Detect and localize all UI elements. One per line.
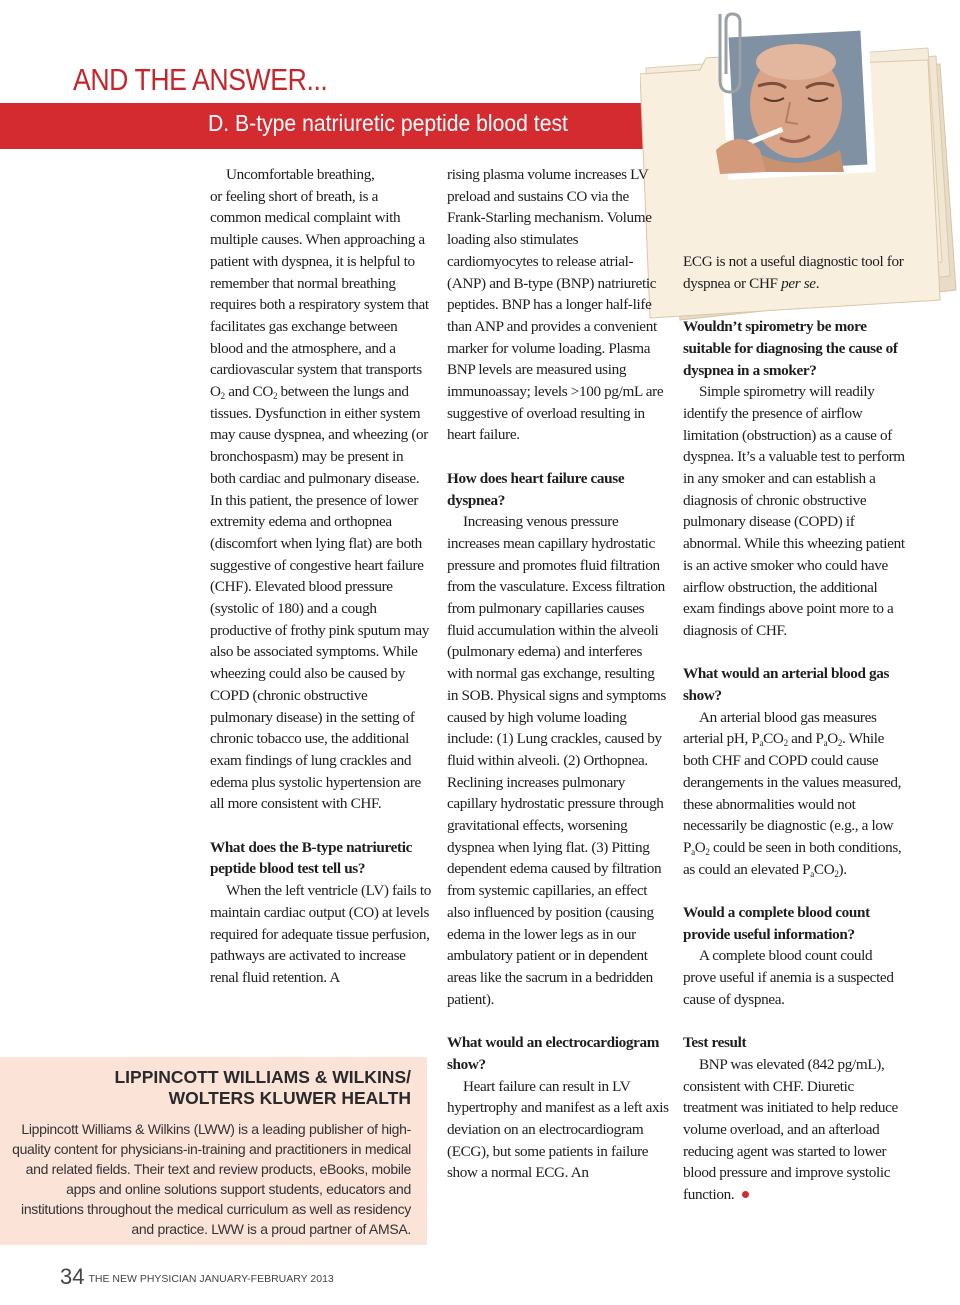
question-heading: What does the B-type natriuretic peptide blood test tell us? (210, 838, 412, 878)
question-heading: What would an arterial blood gas show? (683, 665, 890, 705)
paragraph: or feeling short of breath, is a common medical complaint with multiple causes. When approaching a patient with dyspnea, it is helpful to remember that normal breathing requires both a respiratory system that facilitates gas exchange between blood and the atmosphere, and a cardiovascular system that transports $O_2$ and $CO_2$ between the lungs and tissues. Dysfunction in either system may cause dyspnea, and wheezing (or bronchospasm) may be present in both cardiac and pulmonary disease. In this patient, the presence of lower extremity edema and orthopnea (discomfort when lying flat) are both suggestive of congestive heart failure (CHF). Elevated blood pressure (systolic of 180) and a cough productive of frothy pink sputum may also be associated symptoms. While wheezing could also be caused by COPD (chronic obstructive pulmonary disease) in the setting of chronic tobacco use, the additional exam findings of lung crackles and edema plus systolic hypertension are all more consistent with CHF. (210, 187, 429, 813)
sidebar-body: Lippincott Williams & Wilkins (LWW) is a leading publisher of high-quality content for physicians-in-training and practitioners in medical and related fields. Their text and review products, eBooks, mobile apps and online solutions support students, educators and institutions throughout the medical curriculum as well as residency and practice. LWW is a proud partner of AMSA. (12, 1121, 411, 1237)
paragraph: Simple spirometry will readily identify the presence of airflow limitation (obstruction) as a cause of dyspnea. It’s a valuable test to perform in any smoker and can establish a diagnosis of chronic obstructive pulmonary disease (COPD) if abnormal. While this wheezing patient is an active smoker who could have airflow obstruction, the additional exam findings above point more to a diagnosis of CHF. (683, 383, 905, 639)
question-heading: How does heart failure cause dyspnea? (447, 469, 625, 509)
answer-title: D. B-type natriuretic peptide blood test (208, 110, 568, 136)
question-heading: Would a complete blood count provide useful information? (683, 904, 870, 943)
paragraph: A complete blood count could prove useful if anemia is a suspected cause of dyspnea. (683, 947, 894, 1008)
test-result-heading: Test result (683, 1034, 747, 1052)
paragraph: Increasing venous pressure increases mean capillary hydrostatic pressure and promotes fluid filtration from the vasculature. Excess filtration from pulmonary capillaries causes fluid accumulation within the alveoli (pulmonary edema) and interferes with normal gas exchange, resulting in SOB. Physical signs and symptoms caused by high volume loading include: (1) Lung crackles, caused by fluid within alveoli. (2) Orthopnea. Reclining increases pulmonary capillary hydrostatic pressure through gravitational effects, worsening dyspnea when lying flat. (3) Pitting dependent edema caused by filtration from systemic capillaries, an effect also influenced by position (causing edema in the lower legs as in our ambulatory patient or in dependent areas like the sacrum in a bedridden patient). (447, 513, 666, 1008)
paragraph: BNP was elevated (842 pg/mL), consistent with CHF. Diuretic treatment was initiated to help reduce volume overload, and an afterload reducing agent was started to lower blood pressure and improve systolic function. (683, 1055, 898, 1204)
page-footer (60, 1264, 334, 1290)
question-heading: What would an electrocardiogram show? (447, 1034, 660, 1073)
article-column-3 (683, 251, 905, 1206)
question-heading: Wouldn’t spirometry be more suitable for diagnosing the cause of dyspnea in a smoker? (683, 318, 898, 379)
publication-line: THE NEW PHYSICIAN JANUARY-FEBRUARY 2013 (88, 1273, 334, 1285)
paragraph: Heart failure can result in LV hypertrophy and manifest as a left axis deviation on an electrocardiogram (ECG), but some patients in failure show a normal ECG. An (447, 1077, 669, 1182)
end-of-article-icon (742, 1191, 749, 1198)
page-number: 34 (60, 1264, 85, 1289)
section-kicker: AND THE ANSWER... (73, 62, 328, 97)
paragraph: When the left ventricle (LV) fails to maintain cardiac output (CO) at levels required for adequate tissue perfusion, pathways are activated to increase renal fluid retention. A (210, 882, 431, 986)
article-column-1 (210, 164, 432, 989)
paragraph: ECG is not a useful diagnostic tool for dyspnea or CHF per se. (683, 253, 904, 292)
paragraph: An arterial blood gas measures arterial pH, $P_aCO_2$ and $P_aO_2$. While both CHF and COPD could cause derangements in the values measured, these abnormalities would not necessarily be diagnostic (e.g., a low $P_aO_2$ could be seen in both conditions, as could an elevated $P_aCO_2$). (683, 708, 902, 879)
paragraph: Uncomfortable breathing, (226, 166, 375, 183)
paragraph: rising plasma volume increases LV preload and sustains CO via the Frank-Starling mechanism. Volume loading also stimulates cardiomyocytes to release atrial- (ANP) and B-type (BNP) natriuretic peptides. BNP has a longer half-life than ANP and provides a convenient marker for volume loading. Plasma BNP levels are measured using immunoassay; levels >100 pg/mL are suggestive of overload resulting in heart failure. (447, 166, 664, 444)
article-column-2 (447, 164, 669, 1184)
sidebar-title: LIPPINCOTT WILLIAMS & WILKINS/ WOLTERS KLUWER HEALTH (114, 1067, 411, 1108)
publisher-sidebar (0, 1057, 427, 1245)
